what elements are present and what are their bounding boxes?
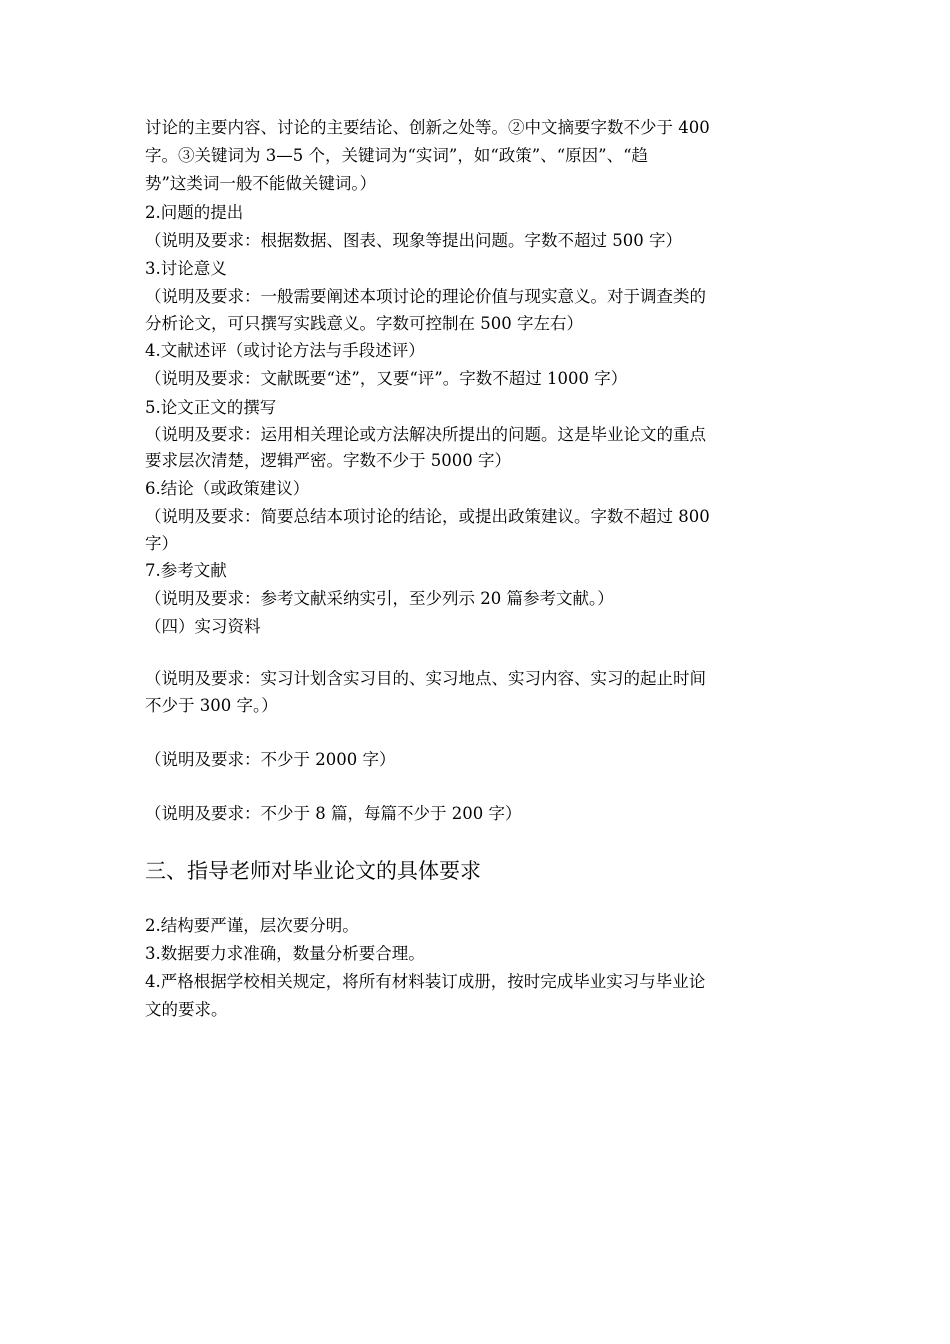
internship-plan-note-1: （说明及要求：实习计划含实习目的、实习地点、实习内容、实习的起止时间 (145, 669, 706, 688)
internship-report-note: （说明及要求：不少于 2000 字） (145, 750, 396, 769)
item-title-problem: 2.问题的提出 (145, 203, 244, 222)
item-desc-conclusion-2: 字） (145, 534, 178, 553)
item-title-references: 7.参考文献 (145, 561, 227, 580)
requirement-item-4-line-1: 4.严格根据学校相关规定，将所有材料装订成册，按时完成毕业实习与毕业论 (145, 972, 706, 991)
item-desc-body-2: 要求层次清楚，逻辑严密。字数不少于 5000 字） (145, 451, 511, 470)
item-title-significance: 3.讨论意义 (145, 259, 227, 278)
section3-heading: 三、指导老师对毕业论文的具体要求 (145, 859, 481, 883)
abstract-text-line-3: 势”这类词一般不能做关键词。） (145, 174, 377, 193)
item-desc-references: （说明及要求：参考文献采纳实引，至少列示 20 篇参考文献。） (145, 589, 614, 608)
item-desc-significance-2: 分析论文，可只撰写实践意义。字数可控制在 500 字左右） (145, 314, 583, 333)
abstract-text-line-2: 字。③关键词为 3—5 个，关键词为“实词”，如“政策”、“原因”、“趋 (145, 146, 649, 165)
internship-diary-note: （说明及要求：不少于 8 篇，每篇不少于 200 字） (145, 804, 522, 823)
item-desc-significance-1: （说明及要求：一般需要阐述本项讨论的理论价值与现实意义。对于调查类的 (145, 287, 706, 306)
requirement-item-2: 2.结构要严谨，层次要分明。 (145, 916, 359, 935)
item-desc-conclusion-1: （说明及要求：简要总结本项讨论的结论，或提出政策建议。字数不超过 800 (145, 507, 710, 526)
item-title-conclusion: 6.结论（或政策建议） (145, 479, 310, 498)
requirement-item-3: 3.数据要力求准确，数量分析要合理。 (145, 944, 425, 963)
item-title-body: 5.论文正文的撰写 (145, 398, 277, 417)
item-title-literature: 4.文献述评（或讨论方法与手段述评） (145, 341, 425, 360)
abstract-text-line-1: 讨论的主要内容、讨论的主要结论、创新之处等。②中文摘要字数不少于 400 (145, 118, 710, 137)
item-desc-problem: （说明及要求：根据数据、图表、现象等提出问题。字数不超过 500 字） (145, 231, 682, 250)
internship-plan-note-2: 不少于 300 字。） (145, 696, 278, 715)
item-desc-literature: （说明及要求：文献既要“述”，又要“评”。字数不超过 1000 字） (145, 369, 628, 388)
item-desc-body-1: （说明及要求：运用相关理论或方法解决所提出的问题。这是毕业论文的重点 (145, 425, 706, 444)
section4-title: （四）实习资料 (145, 617, 261, 636)
requirement-item-4-line-2: 文的要求。 (145, 1000, 228, 1019)
